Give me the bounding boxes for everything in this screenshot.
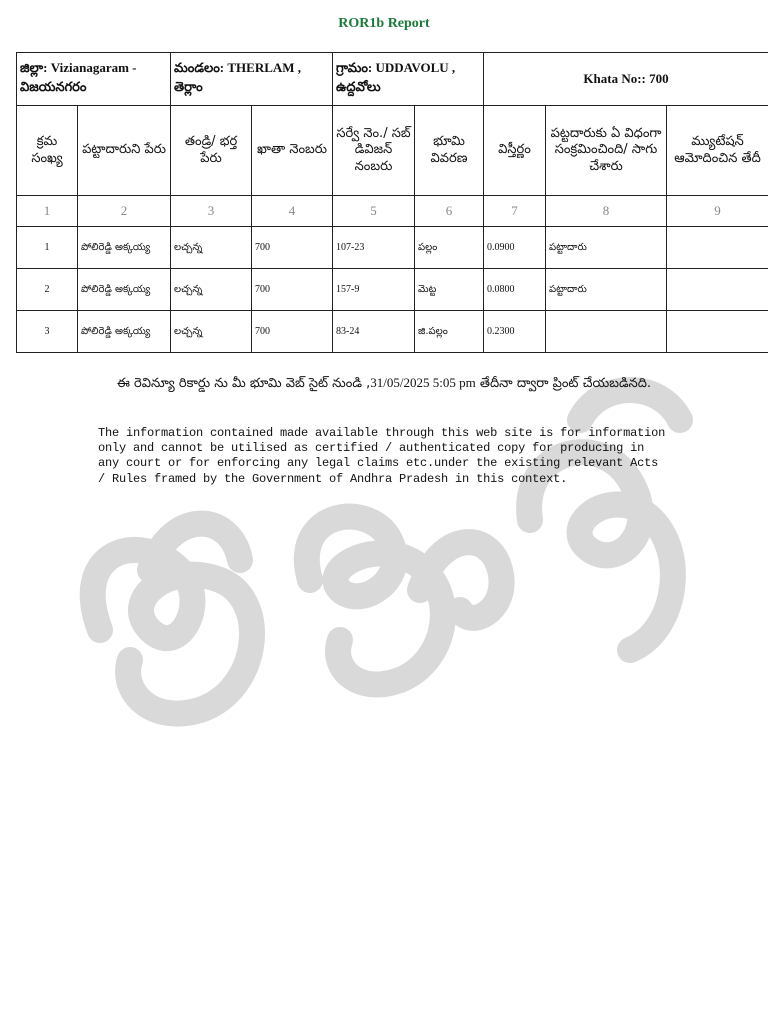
col-number: 7 xyxy=(484,196,546,227)
column-number-row xyxy=(17,196,768,227)
col-header-father: తండ్రి/ భర్త పేరు xyxy=(171,106,252,196)
print-note xyxy=(100,374,668,393)
cell-acquired: పట్టాదారు xyxy=(546,227,667,269)
cell-survey: 157-9 xyxy=(333,269,415,311)
print-note-suffix: తేదీనా ద్వారా ప్రింట్ చేయబడినది. xyxy=(475,376,652,391)
mandal-cell: మండలం: THERLAM , తెర్లాం xyxy=(171,53,333,106)
col-number: 4 xyxy=(252,196,333,227)
col-number: 5 xyxy=(333,196,415,227)
khata-cell: Khata No:: 700 xyxy=(484,53,768,106)
col-header-khata: ఖాతా నెంబరు xyxy=(252,106,333,196)
cell-mutation xyxy=(667,269,768,311)
table-row xyxy=(17,269,768,311)
cell-owner: పోలిరెడ్డి అక్కయ్య xyxy=(78,227,171,269)
col-number: 2 xyxy=(78,196,171,227)
disclaimer-text: The information contained made available through this web site is for information only and cannot be utilised as certified / authenticated copy for producing in any court or for enforcing any legal claims etc.under the existing relevant Acts / Rules framed by the Government of Andhra Pradesh in this context. xyxy=(98,426,666,486)
village-cell: గ్రామం: UDDAVOLU , ఉద్దవోలు xyxy=(333,53,484,106)
ror-table xyxy=(16,52,768,353)
cell-land: మెట్ట xyxy=(415,269,484,311)
meebhoomi-watermark xyxy=(60,330,720,770)
col-number: 8 xyxy=(546,196,667,227)
col-number: 6 xyxy=(415,196,484,227)
cell-khata: 700 xyxy=(252,269,333,311)
print-note-prefix: ఈ రెవిన్యూ రికార్డు ను మీ భూమి వెబ్ సైట్ నుండి , xyxy=(116,376,371,391)
cell-land: పల్లం xyxy=(415,227,484,269)
cell-extent: 0.0800 xyxy=(484,269,546,311)
cell-father: లచ్చన్న xyxy=(171,227,252,269)
location-header-row xyxy=(17,53,768,106)
col-header-acquired: పట్టదారుకు ఏ విధంగా సంక్రమించింది/ సాగు చేశారు xyxy=(546,106,667,196)
col-header-survey: సర్వే నెం./ సబ్ డివిజన్ నంబరు xyxy=(333,106,415,196)
cell-father: లచ్చన్న xyxy=(171,311,252,353)
col-number: 9 xyxy=(667,196,768,227)
table-row xyxy=(17,227,768,269)
col-header-serial: క్రమ సంఖ్య xyxy=(17,106,78,196)
col-number: 1 xyxy=(17,196,78,227)
cell-serial: 2 xyxy=(17,269,78,311)
report-title: ROR1b Report xyxy=(338,16,430,31)
col-header-owner: పట్టాదారుని పేరు xyxy=(78,106,171,196)
cell-mutation xyxy=(667,311,768,353)
cell-survey: 83-24 xyxy=(333,311,415,353)
cell-land: జి.పల్లం xyxy=(415,311,484,353)
cell-acquired: పట్టాదారు xyxy=(546,269,667,311)
cell-father: లచ్చన్న xyxy=(171,269,252,311)
col-header-land: భూమి వివరణ xyxy=(415,106,484,196)
cell-extent: 0.2300 xyxy=(484,311,546,353)
cell-owner: పోలిరెడ్డి అక్కయ్య xyxy=(78,311,171,353)
cell-acquired xyxy=(546,311,667,353)
column-header-row xyxy=(17,106,768,196)
cell-extent: 0.0900 xyxy=(484,227,546,269)
cell-mutation xyxy=(667,227,768,269)
table-row xyxy=(17,311,768,353)
cell-serial: 1 xyxy=(17,227,78,269)
cell-survey: 107-23 xyxy=(333,227,415,269)
print-timestamp: 31/05/2025 5:05 pm xyxy=(370,375,476,390)
col-number: 3 xyxy=(171,196,252,227)
cell-khata: 700 xyxy=(252,311,333,353)
col-header-mutation: మ్యుటేషన్ ఆమోదించిన తేదీ xyxy=(667,106,768,196)
cell-owner: పోలిరెడ్డి అక్కయ్య xyxy=(78,269,171,311)
district-cell: జిల్లా: Vizianagaram - విజయనగరం xyxy=(17,53,171,106)
cell-serial: 3 xyxy=(17,311,78,353)
cell-khata: 700 xyxy=(252,227,333,269)
col-header-extent: విస్తీర్ణం xyxy=(484,106,546,196)
